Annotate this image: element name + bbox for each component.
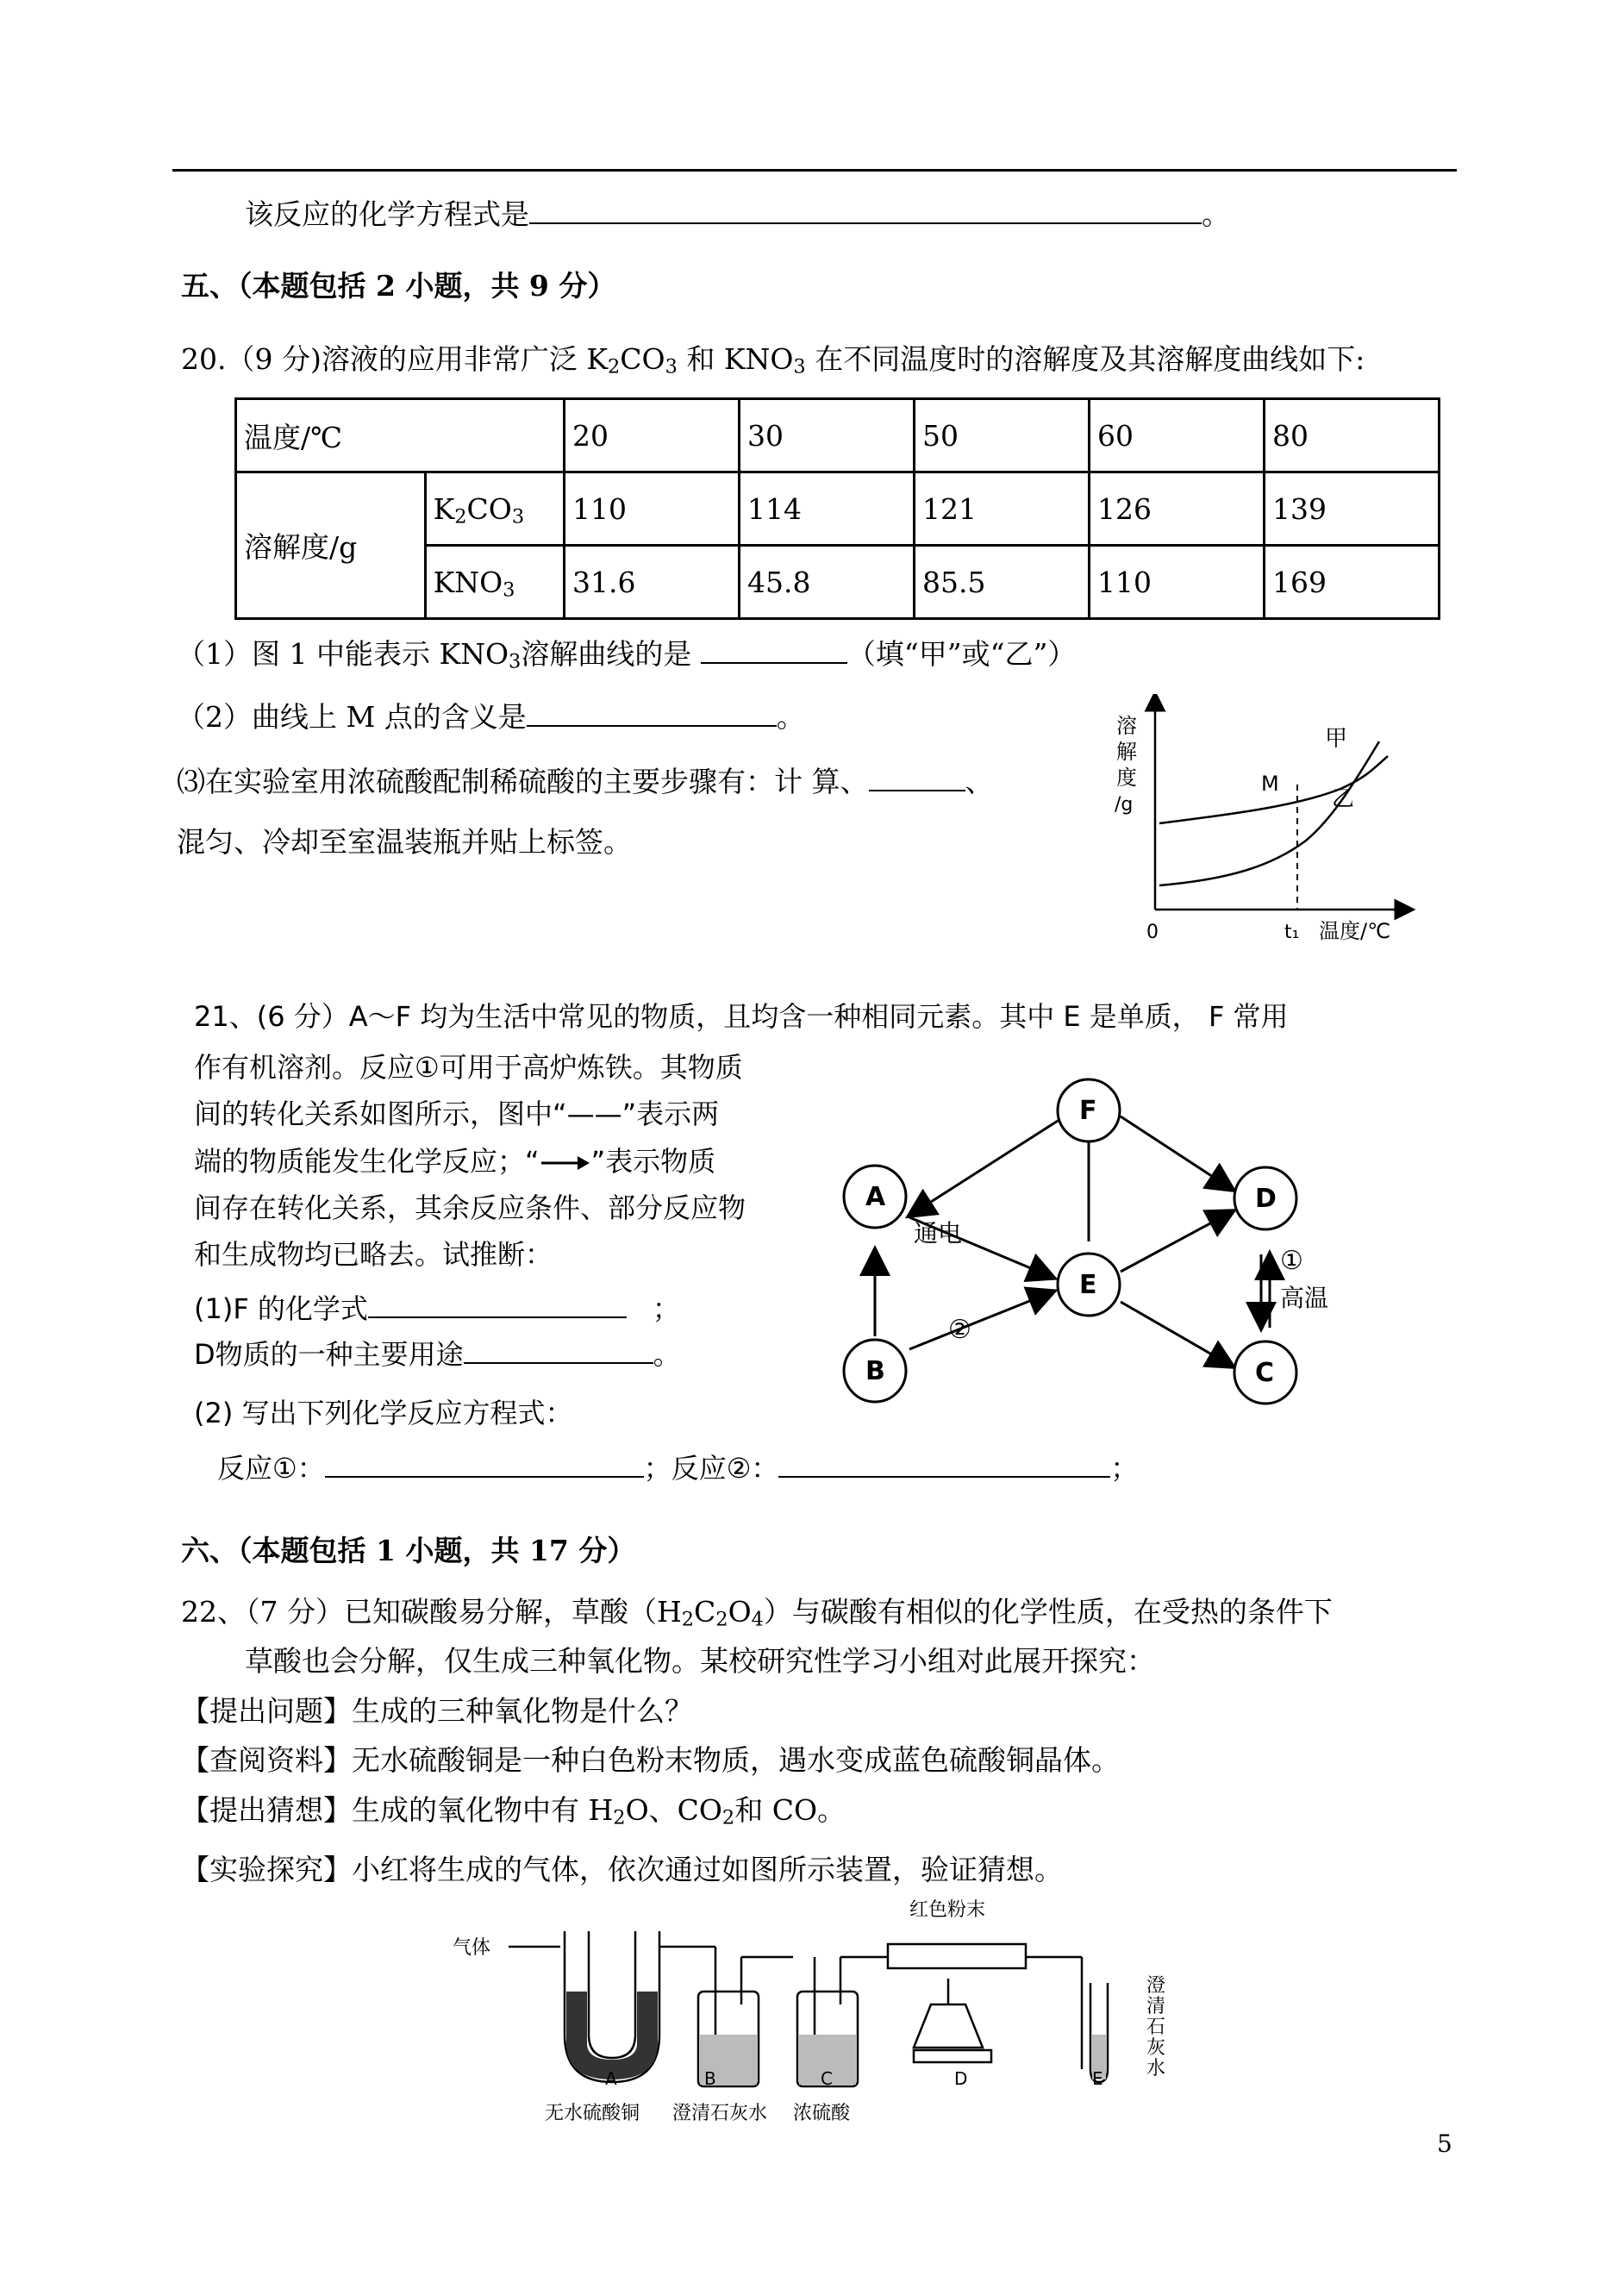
label-high-temp: 高温 [1280,1284,1329,1312]
section-6-title: 六、（本题包括 1 小题，共 17 分） [181,1534,636,1567]
limewater-char: 灰 [1146,2037,1166,2059]
limewater-char: 清 [1146,1996,1166,2017]
q22-experiment: 【实验探究】小红将生成的气体，依次通过如图所示装置，验证猜想。 [181,1853,1063,1886]
value-cell: 114 [740,472,915,546]
substance-kno3: $KNO_3$ [425,546,564,619]
node-label: F [1079,1096,1097,1126]
q21-line8: D物质的一种主要用途 。 [194,1338,681,1371]
lamp-base [914,2050,991,2062]
caption-b: 澄清石灰水 [672,2103,768,2124]
arrow-e-to-c [1121,1302,1233,1366]
temp-header: 温度/℃ [236,399,565,472]
curve-label-yi: 乙 [1332,786,1355,812]
q20-sub1: （1）图 1 中能表示 $KNO_3$溶解曲线的是 （填“甲”或“乙”） [177,637,1077,673]
q21-line1: 21、(6 分）A～F 均为生活中常见的物质，且均含一种相同元素。其中 E 是单质， F 常用 [194,1000,1289,1033]
ylabel-char: 溶 [1116,714,1137,738]
answer-blank[interactable] [701,640,847,664]
q21-line6: 和生成物均已略去。试推断： [194,1238,553,1271]
q22-question: 【提出问题】生成的三种氧化物是什么？ [181,1694,693,1728]
node-label: B [865,1356,885,1386]
solubility-header: 溶解度/g [236,472,426,619]
caption-a: 无水硫酸铜 [545,2103,640,2124]
arrow-e-to-d [1121,1211,1233,1272]
alcohol-lamp [914,2004,983,2048]
answer-blank[interactable] [527,703,777,727]
q21-line5: 间存在转化关系，其余反应条件、部分反应物 [194,1191,746,1224]
letter-d: D [954,2068,968,2089]
q21-line9: (2) 写出下列化学反应方程式： [194,1397,573,1429]
letter-a: A [605,2068,617,2089]
value-cell: 169 [1265,546,1440,619]
q22-line2: 草酸也会分解，仅生成三种氧化物。某校研究性学习小组对此展开探究： [245,1644,1155,1678]
point-m: M [1261,772,1279,796]
q20-sub2: （2）曲线上 M 点的含义是 。 [177,700,805,734]
arrow-icon [540,1153,591,1173]
q21-line7: (1)F 的化学式 ； [194,1292,680,1325]
solubility-graph [1099,694,1418,953]
xlabel: 温度/℃ [1319,919,1391,943]
ylabel-char: 度 [1116,766,1137,790]
q20-sub3: ⑶在实验室用浓硫酸配制稀硫酸的主要步骤有：计 算、 、 [177,765,994,798]
value-cell: 85.5 [915,546,1090,619]
value-cell: 121 [915,472,1090,546]
answer-blank[interactable] [869,767,965,791]
letter-b: B [704,2068,716,2089]
value-cell: 110 [1090,546,1265,619]
answer-blank[interactable] [325,1454,644,1478]
solubility-table [234,397,1440,620]
answer-blank[interactable] [464,1340,653,1364]
answer-blank[interactable] [778,1454,1110,1478]
arrow-f-to-a [909,1116,1065,1216]
page-number: 5 [1437,2129,1452,2158]
q21-line4: 端的物质能发生化学反应；“ ”表示物质 [194,1145,716,1178]
label-reaction-1: ① [1280,1246,1303,1276]
value-cell: 45.8 [740,546,915,619]
value-cell: 139 [1265,472,1440,546]
node-label: E [1079,1270,1097,1300]
temp-cell: 20 [565,399,740,472]
reaction-diagram [828,1069,1362,1431]
arrow-f-to-d [1121,1116,1233,1190]
temp-cell: 80 [1265,399,1440,472]
q20-intro: 20.（9 分)溶液的应用非常广泛 $K_2CO_3$ 和 $KNO_3$ 在不同温度时的溶解度及其溶解度曲线如下: [181,342,1365,378]
u-tube-inner [589,1931,635,2058]
gas-label: 气体 [453,1937,491,1959]
table-row-k2co3 [236,472,1440,546]
ylabel-char: 解 [1116,740,1137,764]
q21-line2: 作有机溶剂。反应①可用于高炉炼铁。其物质 [194,1051,743,1084]
value-cell: 110 [565,472,740,546]
limewater-char: 澄 [1146,1975,1166,1997]
q22-reference: 【查阅资料】无水硫酸铜是一种白色粉末物质，遇水变成蓝色硫酸铜晶体。 [181,1743,1120,1777]
red-powder-label: 红色粉末 [909,1899,986,1921]
curve-label-jia: 甲 [1325,726,1348,752]
table-row-temperature [236,399,1440,472]
letter-c: C [821,2068,833,2089]
node-label: A [865,1182,886,1212]
node-label: D [1255,1184,1277,1214]
combustion-tube [888,1944,1026,1968]
substance-k2co3: $K_2CO_3$ [425,472,564,546]
arrow-b-to-e [909,1291,1053,1349]
desiccant-granules [566,1992,658,2079]
caption-c: 浓硫酸 [793,2103,851,2124]
apparatus-diagram [448,1897,1181,2129]
answer-blank[interactable] [529,200,1202,224]
t1-label: t₁ [1284,922,1300,943]
ylabel-char: /g [1115,794,1134,816]
origin-label: 0 [1146,922,1159,943]
q20-sub3-line2: 混匀、冷却至室温装瓶并贴上标签。 [177,825,632,859]
value-cell: 126 [1090,472,1265,546]
equation-line: 该反应的化学方程式是 。 [245,197,1230,231]
temp-cell: 30 [740,399,915,472]
limewater-char: 石 [1146,2017,1166,2038]
temp-cell: 50 [915,399,1090,472]
top-rule [172,169,1457,172]
label-reaction-2: ② [948,1315,971,1345]
value-cell: 31.6 [565,546,740,619]
limewater-char: 水 [1146,2058,1166,2079]
node-label: C [1255,1358,1275,1388]
q21-line10: 反应①： ；反应②： ； [217,1452,1139,1485]
answer-blank[interactable] [368,1294,627,1318]
q22-line1: 22、（7 分）已知碳酸易分解，草酸$(H_2C_2O_4)$与碳酸有相似的化学性质，在受热的条件下 [181,1595,1333,1631]
letter-e: E [1092,2068,1103,2089]
q22-hypothesis: 【提出猜想】生成的氧化物中有 $H_2O$、$CO_2$和 CO。 [181,1793,846,1829]
label-electrolysis: 通电 [914,1219,963,1248]
section-5-title: 五、（本题包括 2 小题，共 9 分） [181,269,616,303]
curve-jia [1159,741,1379,885]
q21-line3: 间的转化关系如图所示，图中“——”表示两 [194,1097,720,1130]
temp-cell: 60 [1090,399,1265,472]
